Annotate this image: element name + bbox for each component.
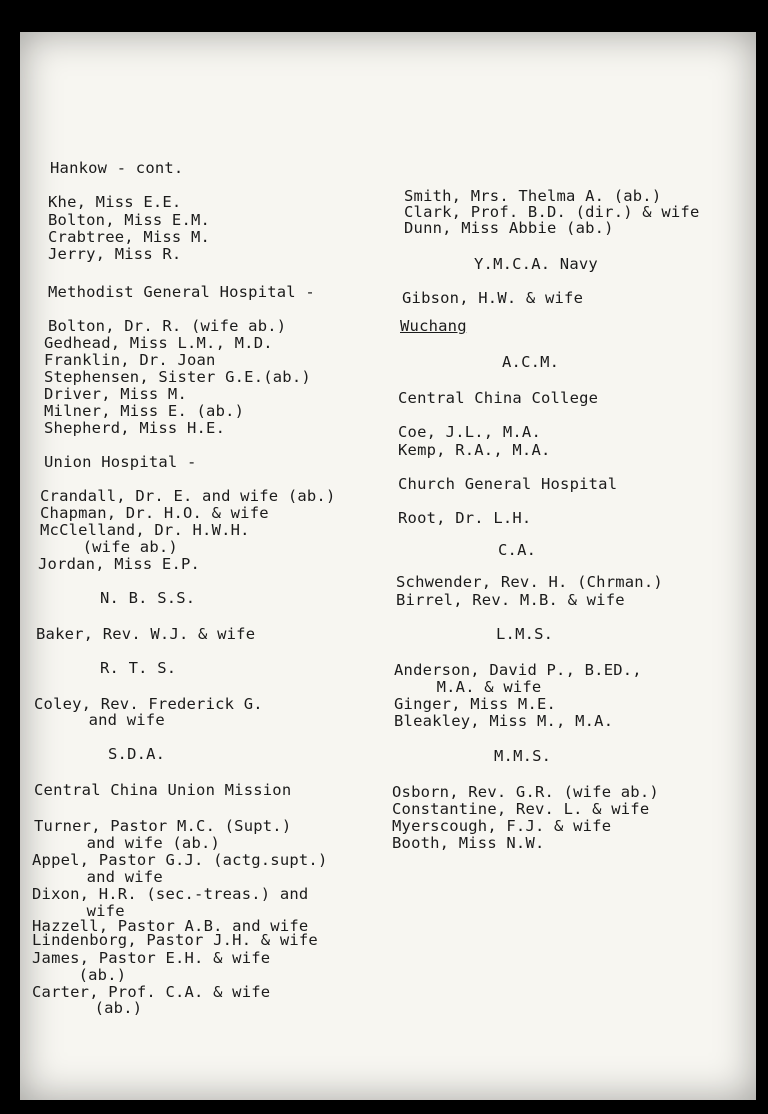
entry: Hazzell, Pastor A.B. and wife <box>32 917 309 935</box>
entry: Crabtree, Miss M. <box>48 228 211 246</box>
entry: Shepherd, Miss H.E. <box>44 419 226 437</box>
entry: Stephensen, Sister G.E.(ab.) <box>44 368 311 386</box>
entry: Kemp, R.A., M.A. <box>398 441 551 459</box>
subheading: Central China Union Mission <box>34 781 292 799</box>
entry: Chapman, Dr. H.O. & wife <box>40 504 269 522</box>
typed-document-page <box>20 32 756 1100</box>
entry: Jerry, Miss R. <box>48 245 182 263</box>
entry: Osborn, Rev. G.R. (wife ab.) <box>392 783 659 801</box>
entry: Anderson, David P., B.ED., <box>394 661 642 679</box>
entry: Myerscough, F.J. & wife <box>392 817 612 835</box>
entry: Carter, Prof. C.A. & wife <box>32 983 271 1001</box>
entry: and wife <box>58 868 163 886</box>
entry: Birrel, Rev. M.B. & wife <box>396 591 625 609</box>
subheading: Central China College <box>398 389 599 407</box>
entry: (wife ab.) <box>54 538 178 556</box>
entry: McClelland, Dr. H.W.H. <box>40 521 250 539</box>
entry: Schwender, Rev. H. (Chrman.) <box>396 573 663 591</box>
place-heading-wuchang: Wuchang <box>400 317 467 335</box>
entry: Milner, Miss E. (ab.) <box>44 402 245 420</box>
entry: Booth, Miss N.W. <box>392 834 545 852</box>
left-column <box>20 32 380 1100</box>
entry: Bleakley, Miss M., M.A. <box>394 712 614 730</box>
entry: Bolton, Dr. R. (wife ab.) <box>48 317 287 335</box>
entry: Khe, Miss E.E. <box>48 193 182 211</box>
section-title-hankow: Hankow - cont. <box>50 159 184 177</box>
society-heading: N. B. S.S. <box>100 589 196 607</box>
entry: Baker, Rev. W.J. & wife <box>36 625 256 643</box>
entry: Appel, Pastor G.J. (actg.supt.) <box>32 851 328 869</box>
society-heading: Y.M.C.A. Navy <box>474 255 598 273</box>
entry: Driver, Miss M. <box>44 385 187 403</box>
entry: Gibson, H.W. & wife <box>402 289 584 307</box>
society-heading: R. T. S. <box>100 659 177 677</box>
entry: Root, Dr. L.H. <box>398 509 532 527</box>
entry: Jordan, Miss E.P. <box>38 555 201 573</box>
entry: Dunn, Miss Abbie (ab.) <box>404 219 614 237</box>
entry: Smith, Mrs. Thelma A. (ab.) <box>404 187 662 205</box>
entry: M.A. & wife <box>408 678 542 696</box>
society-heading: M.M.S. <box>494 747 552 765</box>
entry: Coley, Rev. Frederick G. <box>34 695 263 713</box>
entry: Ginger, Miss M.E. <box>394 695 557 713</box>
society-heading: A.C.M. <box>502 353 560 371</box>
society-heading: L.M.S. <box>496 625 554 643</box>
society-heading: S.D.A. <box>108 745 166 763</box>
entry: Coe, J.L., M.A. <box>398 423 541 441</box>
entry: Bolton, Miss E.M. <box>48 211 211 229</box>
entry: Gedhead, Miss L.M., M.D. <box>44 334 273 352</box>
subheading: Methodist General Hospital - <box>48 283 315 301</box>
entry: Franklin, Dr. Joan <box>44 351 216 369</box>
subheading: Union Hospital - <box>44 453 197 471</box>
entry: and wife (ab.) <box>58 834 221 852</box>
entry: (ab.) <box>50 966 127 984</box>
subheading: Church General Hospital <box>398 475 618 493</box>
entry: and wife <box>60 711 165 729</box>
right-column <box>388 32 756 1100</box>
society-heading: C.A. <box>498 541 537 559</box>
entry: wife <box>58 902 125 920</box>
entry: James, Pastor E.H. & wife <box>32 949 271 967</box>
entry: Constantine, Rev. L. & wife <box>392 800 650 818</box>
entry: Dixon, H.R. (sec.-treas.) and <box>32 885 309 903</box>
entry: Lindenborg, Pastor J.H. & wife <box>32 931 318 949</box>
entry: (ab.) <box>66 999 143 1017</box>
entry: Crandall, Dr. E. and wife (ab.) <box>40 487 336 505</box>
entry: Turner, Pastor M.C. (Supt.) <box>34 817 292 835</box>
entry: Clark, Prof. B.D. (dir.) & wife <box>404 203 700 221</box>
